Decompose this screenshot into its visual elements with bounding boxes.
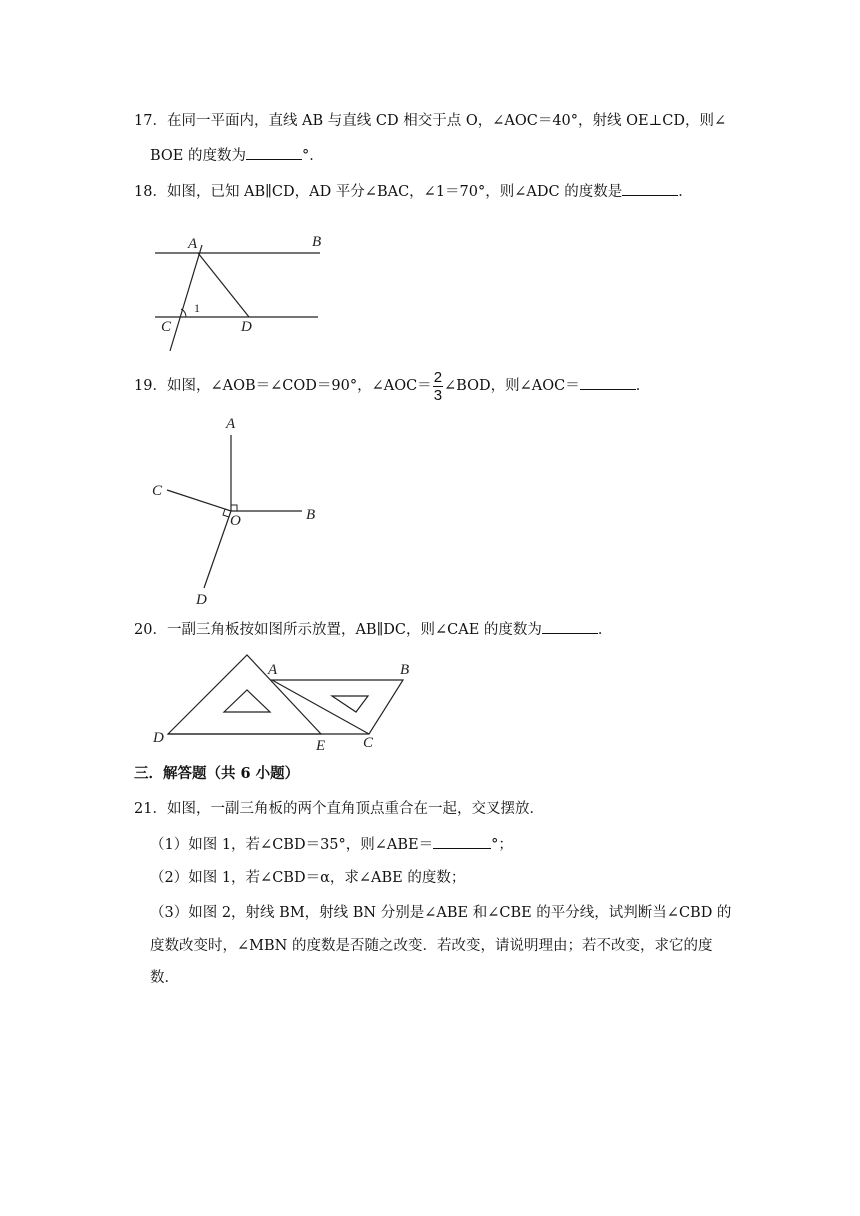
q20-text: 20．一副三角板按如图所示放置，AB∥DC，则∠CAE 的度数为 xyxy=(134,622,542,638)
q18-text-end: ． xyxy=(678,184,693,200)
q21-part3-text-2: 度数改变时，∠MBN 的度数是否随之改变．若改变，请说明理由；若不改变，求它的度 xyxy=(150,938,713,954)
q18-line-ad xyxy=(198,253,249,317)
q17-text-2: BOE 的度数为 xyxy=(150,148,247,164)
q20-figure xyxy=(150,652,420,752)
q20-answer-blank[interactable] xyxy=(542,619,598,634)
q20-triangle-small-hole xyxy=(332,696,368,712)
q19-label-b: B xyxy=(306,507,316,523)
q17-line1 xyxy=(134,111,726,131)
q18-label-c: C xyxy=(161,319,172,335)
q19-frac-num: 2 xyxy=(433,368,443,386)
q19-text-end: ． xyxy=(635,378,651,394)
q21-part2 xyxy=(150,868,465,888)
q19-text: 19．如图，∠AOB＝∠COD＝90°，∠AOC＝ xyxy=(134,378,432,394)
q21-part2-text: （2）如图 1，若∠CBD＝α，求∠ABE 的度数； xyxy=(150,870,466,886)
q20-label-b: B xyxy=(400,662,410,678)
q18-label-b: B xyxy=(312,234,322,250)
q19-label-c: C xyxy=(152,483,163,499)
q21-part1 xyxy=(150,834,513,855)
q18-text: 18．如图，已知 AB∥CD，AD 平分∠BAC，∠1＝70°，则∠ADC 的度数是 xyxy=(134,184,623,200)
q19-label-a: A xyxy=(226,416,236,432)
q18-figure xyxy=(150,228,330,358)
q20-label-e: E xyxy=(316,738,326,754)
q20-triangle-large-hole xyxy=(224,690,270,712)
q21-answer-blank[interactable] xyxy=(433,834,491,849)
q19-right-angle-aob xyxy=(231,505,237,511)
q19-answer-blank[interactable] xyxy=(580,375,636,390)
q17-answer-blank[interactable] xyxy=(246,145,302,160)
q18-label-1: 1 xyxy=(194,301,200,315)
q21-part3-line2 xyxy=(150,936,712,956)
q21-part3-line3 xyxy=(150,968,179,988)
q17-text-3: °． xyxy=(302,148,324,164)
q19-figure xyxy=(140,410,330,610)
q20-label-d: D xyxy=(153,730,164,746)
q21-part3-text-3: 数． xyxy=(150,970,179,986)
q17-text-1: 17．在同一平面内，直线 AB 与直线 CD 相交于点 O，∠AOC＝40°，射线 OE⊥CD，则∠ xyxy=(134,113,727,129)
q19-line xyxy=(134,366,650,406)
q20-label-a: A xyxy=(268,662,278,678)
q20-triangle-small xyxy=(272,680,403,734)
q18-line-ac xyxy=(170,245,202,351)
q19-ray-oc xyxy=(167,490,231,511)
q20-label-c: C xyxy=(363,735,374,751)
q18-label-a: A xyxy=(188,236,198,252)
q18-label-d: D xyxy=(241,319,252,335)
section-heading xyxy=(134,764,299,784)
q19-label-d: D xyxy=(196,592,207,608)
q21-intro-text: 21．如图，一副三角板的两个直角顶点重合在一起，交叉摆放． xyxy=(134,801,544,817)
q21-part3-line1 xyxy=(150,903,731,923)
q19-text-mid: ∠BOD，则∠AOC＝ xyxy=(444,378,580,394)
q19-ray-od xyxy=(204,511,231,588)
q18-line xyxy=(134,181,693,202)
q20-line xyxy=(134,619,612,640)
section-heading-text: 三．解答题（共 6 小题） xyxy=(134,765,300,782)
q19-frac-den: 3 xyxy=(433,386,443,404)
q17-line2 xyxy=(150,145,324,166)
q19-fraction xyxy=(433,369,443,404)
q21-part3-text-1: （3）如图 2，射线 BM，射线 BN 分别是∠ABE 和∠CBE 的平分线，试判断当∠CBD 的 xyxy=(150,905,732,921)
q21-part1-end: °； xyxy=(491,837,513,853)
q21-part1-text: （1）如图 1，若∠CBD＝35°，则∠ABE＝ xyxy=(150,837,434,853)
q20-text-end: ． xyxy=(597,622,613,638)
q21-intro xyxy=(134,799,544,819)
q19-label-o: O xyxy=(230,513,241,529)
q18-answer-blank[interactable] xyxy=(622,181,678,196)
